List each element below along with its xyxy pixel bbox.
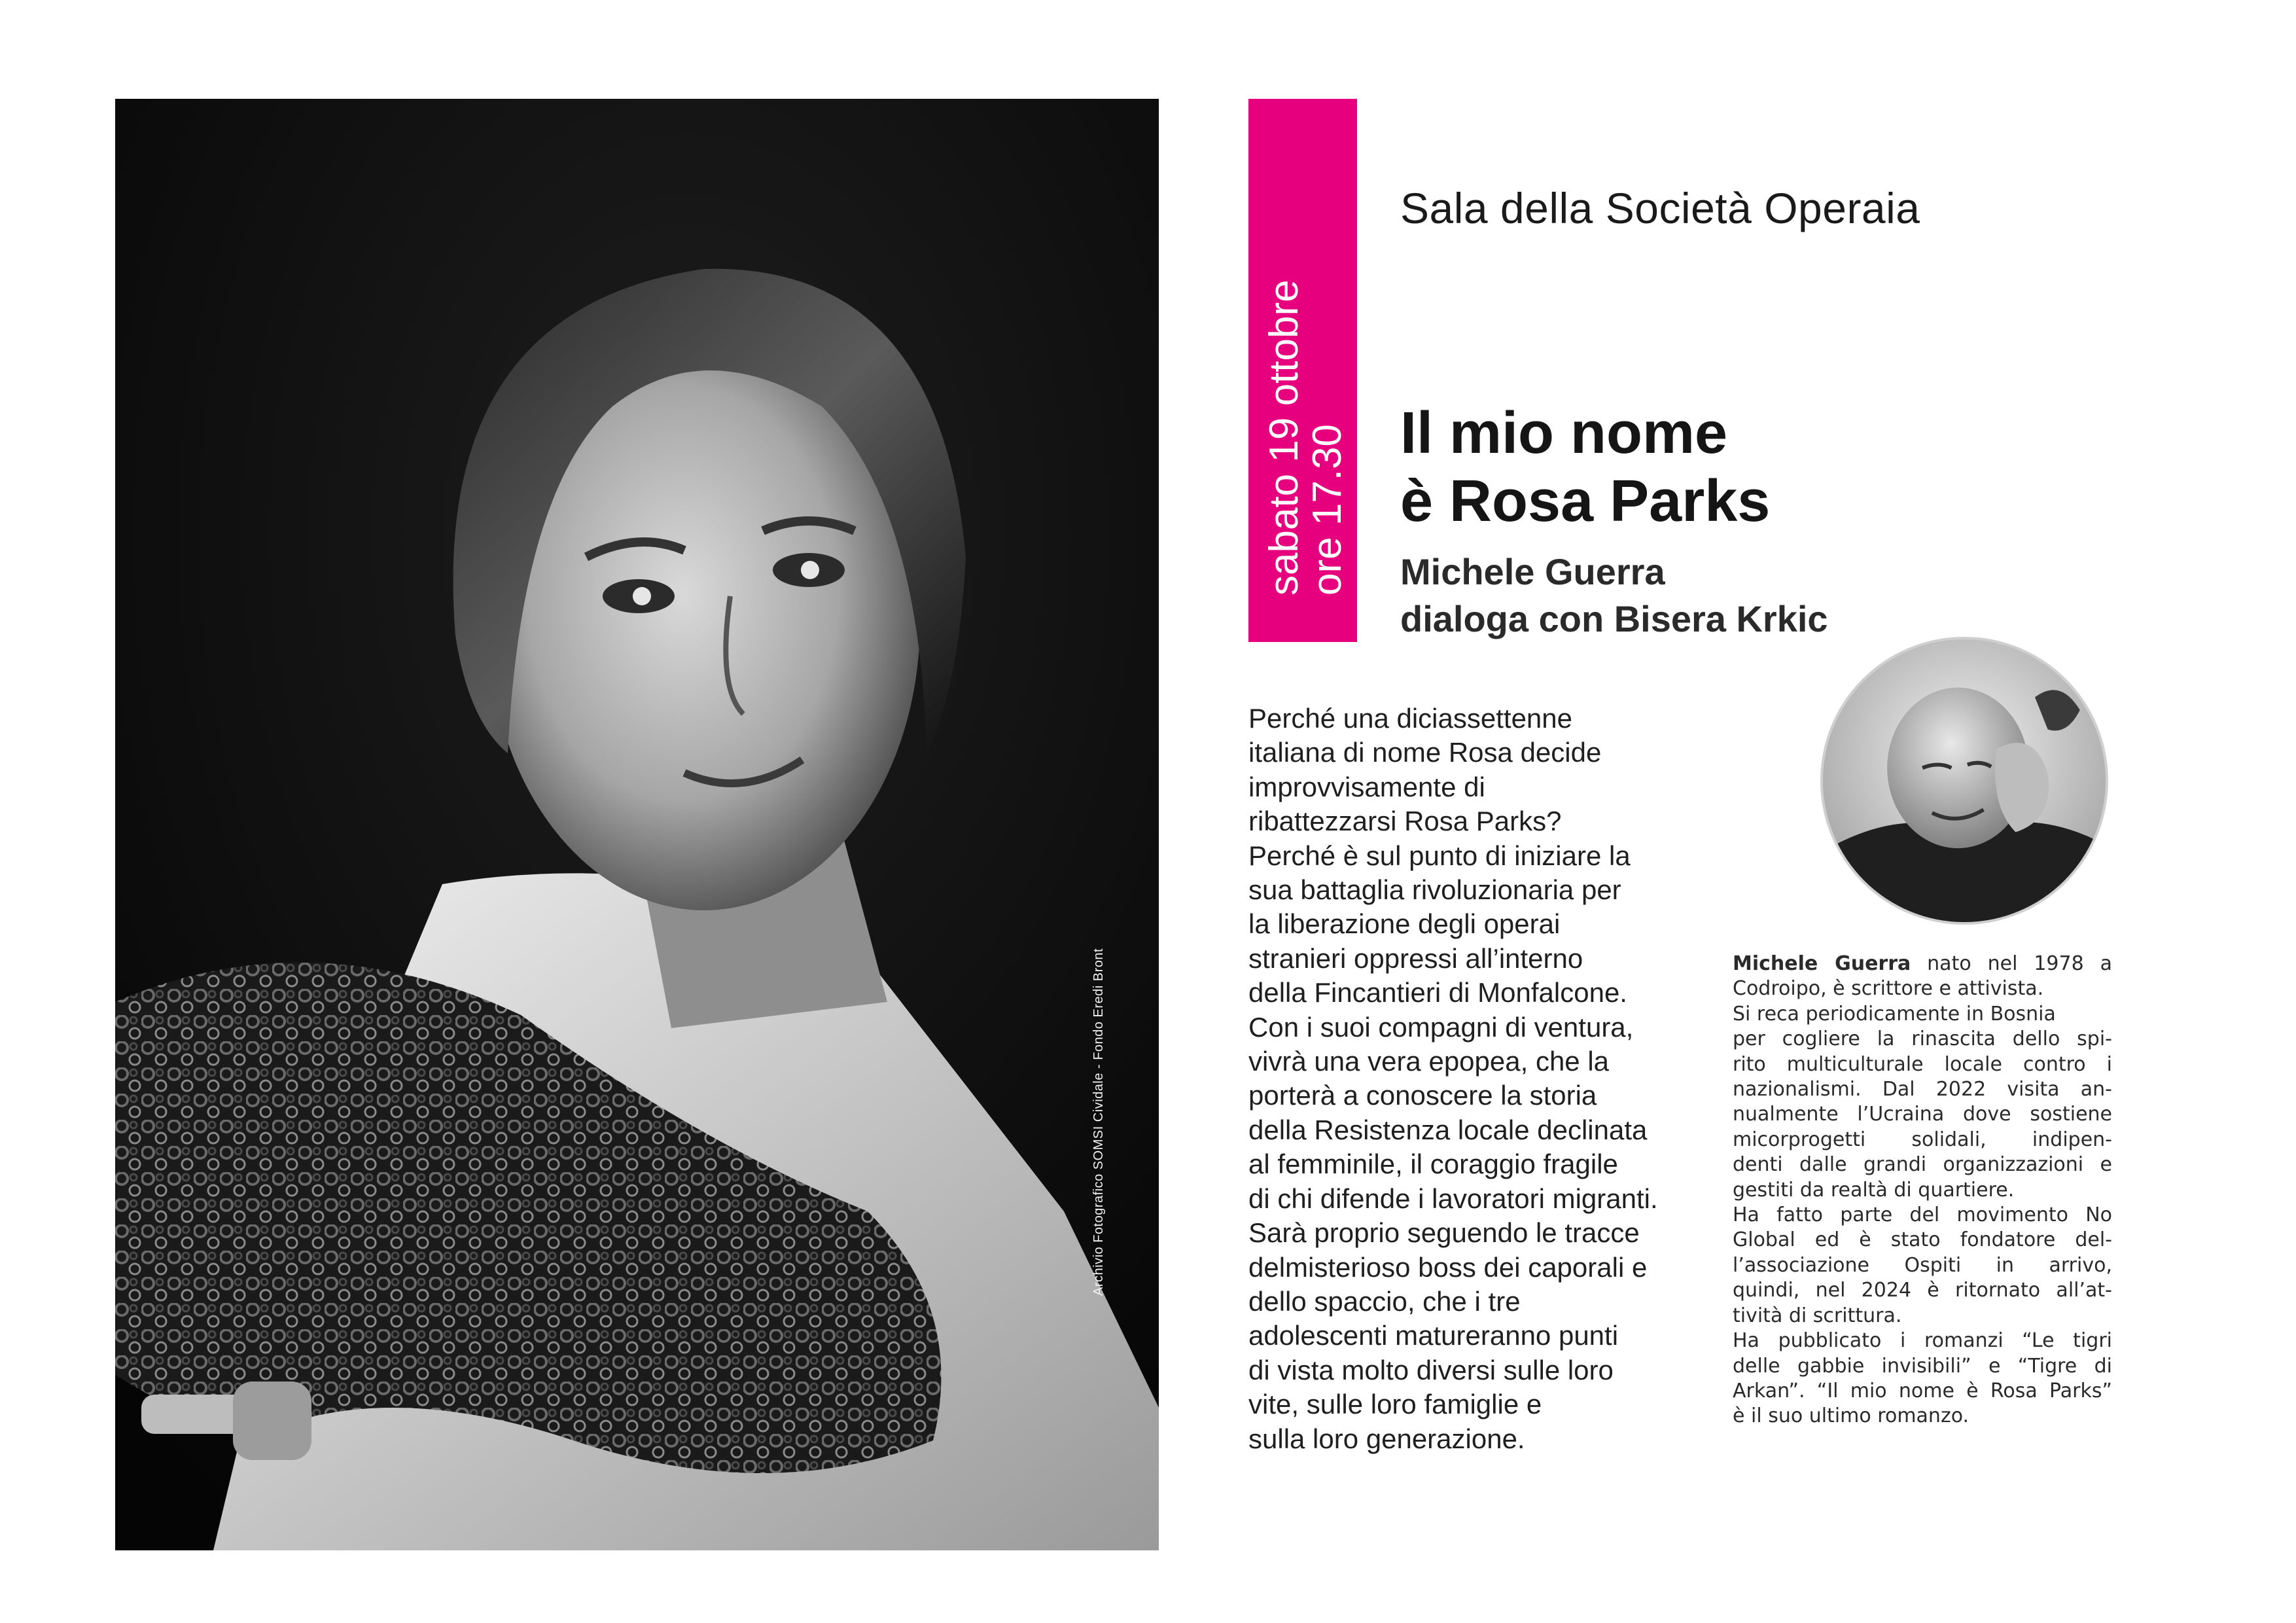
event-description (1248, 702, 1746, 1456)
vintage-portrait-photo (115, 99, 1159, 1550)
description-line: italiana di nome Rosa decide (1248, 737, 1602, 768)
description-line: della Fincantieri di Monfalcone. (1248, 977, 1627, 1008)
bio-line: denti dalle grandi organizzazioni e (1733, 1153, 2112, 1177)
description-line: al femminile, il coraggio fragile (1248, 1149, 1618, 1180)
description-line: adolescenti matureranno punti (1248, 1320, 1619, 1351)
event-title (1400, 399, 1770, 535)
woman-portrait-illustration (115, 99, 1159, 1550)
bio-line: è il suo ultimo romanzo. (1733, 1404, 1969, 1428)
event-date: sabato 19 ottobre (1262, 279, 1307, 596)
bio-line: Ha fatto parte del movimento No (1733, 1204, 2112, 1227)
event-time: ore 17.30 (1305, 424, 1350, 596)
bio-line: per cogliere la rinascita dello spi- (1733, 1027, 2112, 1051)
author-photo (1820, 637, 2108, 925)
description-line: ribattezzarsi Rosa Parks? (1248, 806, 1562, 837)
description-line: di vista molto diversi sulle loro (1248, 1354, 1614, 1385)
description-line: della Resistenza locale declinata (1248, 1114, 1648, 1145)
photo-credit: Archivio Fotografico SOMSI Cividale - Fondo Eredi Bront (1091, 948, 1106, 1296)
bio-line: nazionalismi. Dal 2022 visita an- (1733, 1078, 2112, 1101)
description-line: di chi difende i lavoratori migranti. (1248, 1183, 1658, 1214)
description-line: sulla loro generazione. (1248, 1423, 1525, 1454)
bio-intro: nato nel 1978 a (1911, 952, 2112, 975)
description-line: delmisterioso boss dei caporali e (1248, 1251, 1648, 1283)
description-line: Sarà proprio seguendo le tracce (1248, 1217, 1640, 1249)
bio-line: quindi, nel 2024 è ritornato all’at- (1733, 1279, 2112, 1302)
bio-line: Codroipo, è scrittore e attivista. (1733, 977, 2044, 1001)
author-bio (1733, 952, 2112, 1429)
bio-line: nualmente l’Ucraina dove sostiene (1733, 1103, 2112, 1126)
bio-line: Si reca periodicamente in Bosnia (1733, 1002, 2056, 1026)
description-line: stranieri oppressi all’interno (1248, 942, 1583, 974)
subtitle-line-2: dialoga con Bisera Krkic (1400, 598, 1828, 639)
description-line: vite, sulle loro famiglie e (1248, 1389, 1542, 1420)
bio-line: Global ed è stato fondatore del- (1733, 1228, 2112, 1252)
bio-line: Ha pubblicato i romanzi “Le tigri (1733, 1329, 2112, 1353)
description-line: vivrà una vera epopea, che la (1248, 1046, 1610, 1077)
description-line: improvvisamente di (1248, 771, 1485, 802)
description-line: Perché una diciassettenne (1248, 703, 1572, 734)
venue-name: Sala della Società Operaia (1400, 184, 1920, 232)
author-portrait-illustration (1823, 639, 2106, 922)
description-line: sua battaglia rivoluzionaria per (1248, 874, 1621, 906)
bio-line: delle gabbie invisibili” e “Tigre di (1733, 1354, 2112, 1378)
bio-first-line (1733, 952, 2112, 976)
description-line: dello spaccio, che i tre (1248, 1285, 1521, 1317)
bio-line: l’associazione Ospiti in arrivo, (1733, 1253, 2112, 1277)
bio-line: gestiti da realtà di quartiere. (1733, 1178, 2015, 1202)
bio-line: micorprogetti solidali, indipen- (1733, 1128, 2112, 1151)
subtitle-line-1: Michele Guerra (1400, 551, 1665, 592)
bio-line: rito multiculturale locale contro i (1733, 1052, 2112, 1076)
title-line-2: è Rosa Parks (1400, 469, 1771, 534)
description-line: porterà a conoscere la storia (1248, 1080, 1597, 1111)
description-line: Con i suoi compagni di ventura, (1248, 1011, 1634, 1043)
description-line: Perché è sul punto di iniziare la (1248, 840, 1631, 871)
bio-line: Arkan”. “Il mio nome è Rosa Parks” (1733, 1379, 2112, 1402)
bio-line: tività di scrittura. (1733, 1304, 1902, 1327)
description-line: la liberazione degli operai (1248, 908, 1561, 940)
author-name: Michele Guerra (1733, 952, 1911, 975)
event-subtitle (1400, 548, 1828, 643)
event-date-time (1263, 279, 1349, 596)
title-line-1: Il mio nome (1400, 401, 1728, 466)
